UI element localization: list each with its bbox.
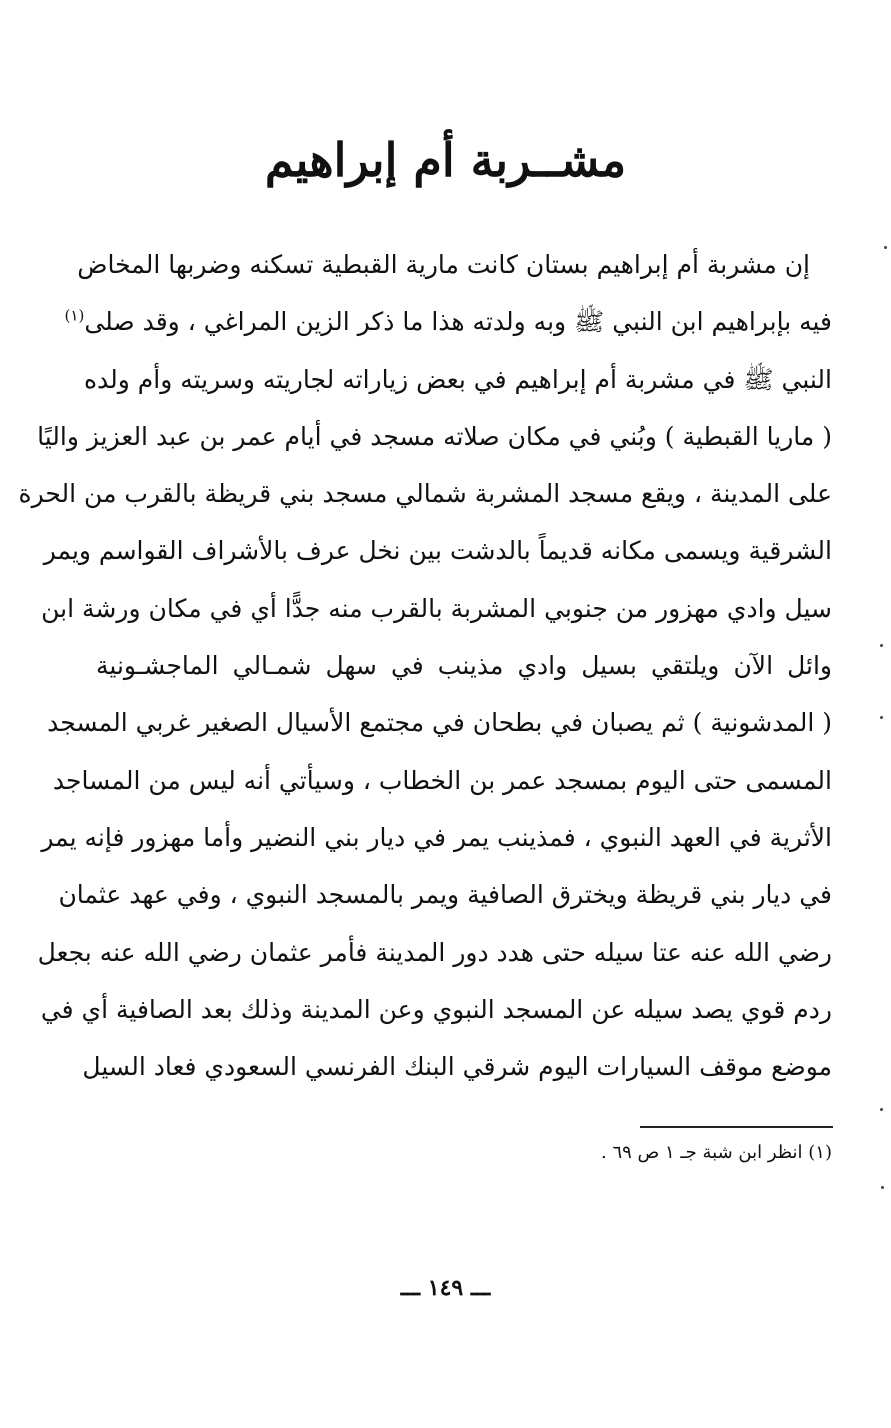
paragraph-line: الشرقية ويسمى مكانه قديماً بالدشت بين نخل عرف بالأشراف القواسم ويمر: [43, 536, 832, 566]
paragraph-line: رضي الله عنه عتا سيله حتى هدد دور المدينة فأمر عثمان رضي الله عنه بجعل: [37, 937, 832, 967]
main-paragraph: [18, 236, 832, 1095]
paragraph-line: وائل الآن ويلتقي بسيل وادي مذينب في سهل شمـالي الماجشـونية: [96, 651, 832, 681]
page-number: ـــ ١٤٩ ـــ: [400, 1275, 491, 1301]
paragraph-line: إن مشربة أم إبراهيم بستان كانت مارية القبطية تسكنه وضربها المخاض: [77, 250, 810, 279]
paragraph-line-text: فيه بإبراهيم ابن النبي ﷺ وبه ولدته هذا ما ذكر الزين المراغي ، وقد صلى: [84, 307, 832, 337]
paragraph-line: الأثرية في العهد النبوي ، فمذينب يمر في ديار بني النضير وأما مهزور فإنه يمر: [41, 822, 832, 852]
margin-speck: [880, 716, 883, 719]
paragraph-line: ردم قوي يصد سيله عن المسجد النبوي وعن المدينة وذلك بعد الصافية أي في: [40, 994, 832, 1024]
footnote-separator: [640, 1126, 833, 1128]
paragraph-line: موضع موقف السيارات اليوم شرقي البنك الفرنسي السعودي فعاد السيل: [82, 1052, 832, 1082]
margin-speck: [881, 1186, 884, 1189]
margin-speck: [880, 1108, 883, 1111]
margin-speck: [880, 644, 883, 647]
paragraph-line: ( ماريا القبطية ) وبُني في مكان صلاته مسجد في أيام عمر بن عبد العزيز واليًا: [37, 421, 832, 451]
margin-speck: [884, 246, 887, 249]
paragraph-line: سيل وادي مهزور من جنوبي المشربة بالقرب منه جدًّا أي في مكان ورشة ابن: [41, 593, 832, 623]
footnote: (١) انظر ابن شبة جـ ١ ص ٦٩ .: [600, 1142, 832, 1163]
page-title: مشــربة أم إبراهيم: [264, 133, 627, 187]
footnote-reference[interactable]: (١): [64, 306, 85, 325]
paragraph-line-with-footnote: [64, 293, 832, 350]
paragraph-line: النبي ﷺ في مشربة أم إبراهيم في بعض زياراته لجاريته وسريته وأم ولده: [83, 364, 832, 394]
paragraph-line: في ديار بني قريظة ويخترق الصافية ويمر بالمسجد النبوي ، وفي عهد عثمان: [58, 880, 832, 910]
paragraph-line: على المدينة ، ويقع مسجد المشربة شمالي مسجد بني قريظة بالقرب من الحرة: [18, 479, 832, 509]
paragraph-line: المسمى حتى اليوم بمسجد عمر بن الخطاب ، وسيأتي أنه ليس من المساجد: [52, 765, 832, 795]
paragraph-line: ( المدشونية ) ثم يصبان في بطحان في مجتمع الأسيال الصغير غربي المسجد: [47, 708, 832, 738]
